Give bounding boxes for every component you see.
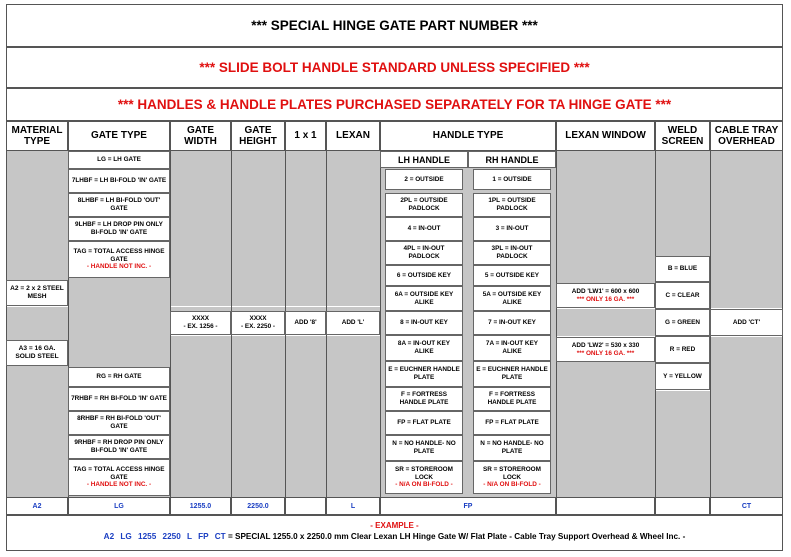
lexan-window-lw1 xyxy=(556,283,655,308)
gate-option-9rhbf: 9RHBF = RH DROP PIN ONLY BI-FOLD 'IN' GATE xyxy=(68,435,170,459)
code-width: 1255.0 xyxy=(170,497,231,515)
gate-height-entry xyxy=(231,311,285,335)
column-divider xyxy=(380,151,381,497)
cable-tray-option: ADD 'CT' xyxy=(710,309,783,336)
gate-height-placeholder: XXXX xyxy=(249,315,267,323)
example-box xyxy=(6,515,783,551)
rh-handle-option-label: 5A = OUTSIDE KEY ALIKE xyxy=(482,290,542,306)
lh-handle-option-note: - N/A ON BI-FOLD - xyxy=(395,481,453,489)
window-column-bg xyxy=(556,151,655,497)
gate-option-7lhbf: 7LHBF = LH BI-FOLD 'IN' GATE xyxy=(68,169,170,193)
lh-handle-option xyxy=(385,435,463,461)
rh-handle-option xyxy=(473,461,551,494)
sheet-title: *** SPECIAL HINGE GATE PART NUMBER *** xyxy=(6,4,783,47)
weld-separator xyxy=(655,390,710,391)
example-codes: A2 LG 1255 2250 L FP CT xyxy=(103,532,226,541)
rh-handle-option-label: 7 = IN-OUT KEY xyxy=(488,319,536,327)
rh-handle-option xyxy=(473,241,551,265)
lh-handle-option-label: SR = STOREROOM LOCK xyxy=(395,465,453,481)
rh-handle-option-label: 1PL = OUTSIDE PADLOCK xyxy=(488,197,536,212)
code-height: 2250.0 xyxy=(231,497,285,515)
code-weld xyxy=(655,497,710,515)
cable-separator-bottom xyxy=(710,336,783,337)
middle-separator-top xyxy=(170,306,380,307)
gate-option-rg: RG = RH GATE xyxy=(68,367,170,387)
gate-option-tag-rh-note: - HANDLE NOT INC. - xyxy=(86,481,152,489)
code-handle: FP xyxy=(380,497,556,515)
gate-option-tag-lh-note: - HANDLE NOT INC. - xyxy=(86,263,152,271)
lh-handle-header: LH HANDLE xyxy=(380,151,468,168)
lh-handle-option xyxy=(385,265,463,286)
rh-handle-option xyxy=(473,411,551,435)
lh-handle-option-label: 8A = IN-OUT KEY ALIKE xyxy=(397,340,451,355)
header-lexan-window: LEXAN WINDOW xyxy=(556,121,655,151)
lh-handle-option xyxy=(385,387,463,411)
rh-handle-option-label: SR = STOREROOM LOCK xyxy=(483,465,541,481)
weld-screen-red: R = RED xyxy=(655,336,710,363)
rh-handle-option xyxy=(473,361,551,387)
header-handle-type: HANDLE TYPE xyxy=(380,121,556,151)
lh-handle-option xyxy=(385,461,463,494)
material-column-bg xyxy=(6,151,68,497)
gate-option-lg: LG = LH GATE xyxy=(68,151,170,169)
header-one-by-one: 1 x 1 xyxy=(285,121,326,151)
lexan-window-lw2-label: ADD 'LW2' = 530 x 330 xyxy=(571,341,640,349)
middle-separator-bottom xyxy=(170,335,380,336)
one-by-one-option: ADD '8' xyxy=(285,311,326,335)
rh-handle-option-label: F = FORTRESS HANDLE PLATE xyxy=(487,391,537,406)
material-separator xyxy=(6,306,68,307)
weld-screen-green: G = GREEN xyxy=(655,309,710,336)
header-material-type: MATERIAL TYPE xyxy=(6,121,68,151)
weld-screen-yellow: Y = YELLOW xyxy=(655,363,710,390)
gate-option-8lhbf: 8LHBF = LH BI-FOLD 'OUT' GATE xyxy=(68,193,170,217)
gate-option-7rhbf: 7RHBF = RH BI-FOLD 'IN' GATE xyxy=(68,387,170,411)
gate-option-8rhbf: 8RHBF = RH BI-FOLD 'OUT' GATE xyxy=(68,411,170,435)
rh-handle-option xyxy=(473,193,551,217)
rh-handle-option-label: 3PL = IN-OUT PADLOCK xyxy=(491,245,533,260)
lexan-window-lw1-note: *** ONLY 16 GA. *** xyxy=(576,295,635,303)
lexan-window-lw2 xyxy=(556,337,655,362)
lh-handle-option xyxy=(385,311,463,335)
code-window xyxy=(556,497,655,515)
header-gate-height: GATE HEIGHT xyxy=(231,121,285,151)
rh-handle-option xyxy=(473,435,551,461)
lh-handle-option-label: 6 = OUTSIDE KEY xyxy=(396,271,452,279)
gate-width-example: - EX. 1256 - xyxy=(183,323,218,330)
slide-bolt-notice: *** SLIDE BOLT HANDLE STANDARD UNLESS SPECIFIED *** xyxy=(6,47,783,88)
rh-handle-option-label: N = NO HANDLE- NO PLATE xyxy=(480,440,544,455)
gate-width-entry xyxy=(170,311,231,335)
lexan-option: ADD 'L' xyxy=(326,311,380,335)
header-gate-type: GATE TYPE xyxy=(68,121,170,151)
lh-handle-option-label: 8 = IN-OUT KEY xyxy=(400,319,448,327)
rh-handle-option xyxy=(473,217,551,241)
lh-handle-option-label: 4PL = IN-OUT PADLOCK xyxy=(403,245,445,260)
gate-option-tag-rh xyxy=(68,459,170,496)
material-option-a2: A2 = 2 x 2 STEEL MESH xyxy=(6,280,68,306)
header-weld-screen: WELD SCREEN xyxy=(655,121,710,151)
gate-width-placeholder: XXXX xyxy=(191,315,210,323)
lh-handle-option xyxy=(385,361,463,387)
lh-handle-option-label: E = EUCHNER HANDLE PLATE xyxy=(388,366,460,381)
lh-handle-option xyxy=(385,193,463,217)
lh-handle-option-label: N = NO HANDLE- NO PLATE xyxy=(392,440,456,455)
header-lexan: LEXAN xyxy=(326,121,380,151)
rh-handle-option-label: 5 = OUTSIDE KEY xyxy=(484,271,540,279)
rh-handle-header: RH HANDLE xyxy=(468,151,556,168)
lh-handle-option-label: FP = FLAT PLATE xyxy=(397,419,451,427)
rh-handle-option-note: - N/A ON BI-FOLD - xyxy=(483,481,541,489)
header-gate-width: GATE WIDTH xyxy=(170,121,231,151)
lh-handle-option-label: 2 = OUTSIDE xyxy=(404,175,444,183)
gate-option-tag-rh-label: TAG = TOTAL ACCESS HINGE GATE xyxy=(73,465,165,481)
lh-handle-option xyxy=(385,169,463,190)
example-description: = SPECIAL 1255.0 x 2250.0 mm Clear Lexan LH Hinge Gate W/ Flat Plate - Cable Tray Support Overhead & Wheel Inc. - xyxy=(227,532,686,541)
rh-handle-option xyxy=(473,169,551,190)
lh-handle-option-label: 4 = IN-OUT xyxy=(407,225,441,233)
gate-option-9lhbf: 9LHBF = LH DROP PIN ONLY BI-FOLD 'IN' GATE xyxy=(68,217,170,241)
rh-handle-option xyxy=(473,335,551,361)
gate-option-tag-lh xyxy=(68,241,170,278)
lh-handle-option xyxy=(385,217,463,241)
code-cable: CT xyxy=(710,497,783,515)
lexan-window-lw2-note: *** ONLY 16 GA. *** xyxy=(576,349,635,357)
code-one-by-one xyxy=(285,497,326,515)
material-option-a3: A3 = 16 GA. SOLID STEEL xyxy=(6,340,68,366)
column-divider xyxy=(556,151,557,497)
rh-handle-option xyxy=(473,286,551,311)
code-lexan: L xyxy=(326,497,380,515)
rh-handle-option xyxy=(473,311,551,335)
lh-handle-option-label: F = FORTRESS HANDLE PLATE xyxy=(399,391,449,406)
code-gate: LG xyxy=(68,497,170,515)
rh-handle-option-label: FP = FLAT PLATE xyxy=(485,419,539,427)
lh-handle-option xyxy=(385,286,463,311)
gate-option-tag-lh-label: TAG = TOTAL ACCESS HINGE GATE xyxy=(73,247,165,263)
lh-handle-option xyxy=(385,335,463,361)
rh-handle-option xyxy=(473,265,551,286)
example-line xyxy=(7,532,782,541)
code-material: A2 xyxy=(6,497,68,515)
weld-screen-clear: C = CLEAR xyxy=(655,282,710,309)
lh-handle-option xyxy=(385,241,463,265)
example-heading: - EXAMPLE - xyxy=(370,521,419,530)
lexan-window-lw1-label: ADD 'LW1' = 600 x 600 xyxy=(571,287,640,295)
lh-handle-option-label: 2PL = OUTSIDE PADLOCK xyxy=(400,197,448,212)
rh-handle-option-label: 1 = OUTSIDE xyxy=(492,175,532,183)
lh-handle-option-label: 6A = OUTSIDE KEY ALIKE xyxy=(394,290,454,306)
window-separator-top xyxy=(556,308,655,309)
left-border xyxy=(6,151,7,497)
rh-handle-option-label: E = EUCHNER HANDLE PLATE xyxy=(476,366,548,381)
lh-handle-option xyxy=(385,411,463,435)
rh-handle-option-label: 3 = IN-OUT xyxy=(495,225,529,233)
weld-screen-blue: B = BLUE xyxy=(655,256,710,282)
rh-handle-option-label: 7A = IN-OUT KEY ALIKE xyxy=(485,340,539,355)
handles-notice: *** HANDLES & HANDLE PLATES PURCHASED SEPARATELY FOR TA HINGE GATE *** xyxy=(6,88,783,121)
gate-height-example: - EX. 2250 - xyxy=(240,323,276,330)
header-cable-tray: CABLE TRAY OVERHEAD xyxy=(710,121,783,151)
rh-handle-option xyxy=(473,387,551,411)
